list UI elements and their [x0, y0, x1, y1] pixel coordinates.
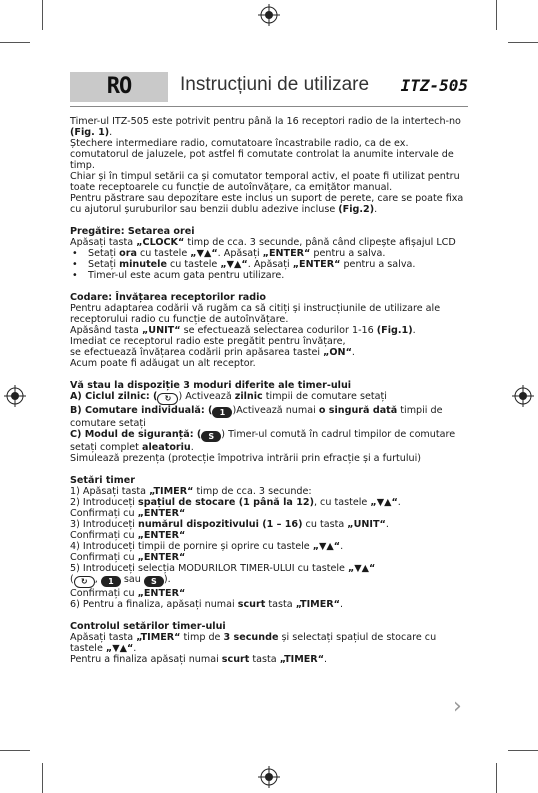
section-heading: Vă stau la dispoziție 3 moduri diferite ale timer-ului [70, 380, 352, 391]
instruction-line: Apăsați tasta „TIMER“ timp de 3 secunde și selectați spațiul de stocare cu tastele „▼▲“. [70, 632, 437, 654]
section-heading: Controlul setărilor timer-ului [70, 621, 226, 632]
model-number: ITZ-505 [400, 76, 468, 95]
instructions-body [70, 116, 470, 665]
step-item: 2) Introduceți spațiul de stocare (1 până la 12), cu tastele „▼▲“. [70, 497, 401, 508]
page-title: Instrucțiuni de utilizare [180, 74, 370, 95]
step-item: 3) Introduceți numărul dispozitivului (1 – 16) cu tasta „UNIT“. [70, 519, 389, 530]
single-mode-icon: 1 [101, 576, 121, 587]
security-mode-icon: S [144, 576, 164, 587]
crop-mark [0, 750, 30, 751]
list-item: • Setați ora cu tastele „▼▲“. Apăsați „ENTER“ pentru a salva. [70, 248, 470, 259]
step-item: ( ↻ , 1 sau S ). [70, 574, 171, 586]
single-mode-icon: 1 [212, 407, 232, 418]
step-item: Confirmați cu „ENTER“ [70, 588, 186, 599]
instruction-line: Imediat ce receptorul radio este pregătit pentru învățare, [70, 336, 346, 347]
instruction-line: Apăsând tasta „UNIT“ se efectuează selectarea codurilor 1-16 (Fig.1). [70, 325, 416, 336]
instruction-line: Simulează prezența (protecție împotriva intrării prin efracție și a furtului) [70, 453, 422, 464]
intro-paragraph: Chiar și în timpul setării ca și comutator temporal activ, el poate fi utilizat pentru toate receptoarele cu funcție de autoînvățare, ca emițător manual. [70, 171, 460, 193]
section-heading: Setări timer [70, 475, 135, 486]
intro-paragraph: Ștechere intermediare radio, comutatoare încastrabile radio, ca de ex. comutatorul de jaluzele, pot astfel fi comutate controlat la anumite intervale de timp. [70, 138, 454, 171]
instruction-line: se efectuează învățarea codării prin apăsarea tastei „ON“. [70, 347, 355, 358]
step-item: 6) Pentru a finaliza, apăsați numai scurt tasta „TIMER“. [70, 599, 344, 610]
list-item: • Timer-ul este acum gata pentru utilizare. [70, 270, 470, 281]
mode-item: A) Ciclul zilnic: ( ↻ ) Activează zilnic timpii de comutare setați [70, 391, 387, 403]
step-item: Confirmați cu „ENTER“ [70, 552, 186, 563]
instruction-line: Pentru adaptarea codării vă rugăm ca să citiți și instrucțiunile de utilizare ale receptorului radio cu funcție de autoînvățare. [70, 303, 441, 325]
daily-cycle-icon: ↻ [74, 576, 95, 588]
intro-paragraph: Pentru păstrare sau depozitare este inclus un suport de perete, care se poate fixa cu ajutorul șuruburilor sau benzii dublu adezive incluse (Fig.2). [70, 193, 464, 215]
step-item: Confirmați cu „ENTER“ [70, 530, 186, 541]
crop-mark [496, 763, 497, 793]
language-code: RO [106, 74, 132, 99]
mode-item: C) Modul de siguranță: ( S ) Timer-ul comută în cadrul timpilor de comutare setați complet aleatoriu. [70, 429, 456, 453]
header-divider [70, 106, 468, 107]
mode-item: B) Comutare individuală: ( 1 )Activează numai o singură dată timpii de comutare setați [70, 405, 443, 429]
instruction-line: Apăsați tasta „CLOCK“ timp de cca. 3 secunde, până când clipește afișajul LCD [70, 237, 456, 248]
registration-mark-icon [258, 4, 280, 26]
crop-mark [0, 42, 30, 43]
crop-mark [42, 0, 43, 30]
crop-mark [508, 750, 538, 751]
instruction-line: Acum poate fi adăugat un alt receptor. [70, 358, 256, 369]
step-item: 4) Introduceți timpii de pornire și oprire cu tastele „▼▲“. [70, 541, 344, 552]
step-item: 5) Introduceți selecția MODURILOR TIMER-ULUI cu tastele „▼▲“ [70, 563, 376, 574]
list-item: • Setați minutele cu tastele „▼▲“. Apăsați „ENTER“ pentru a salva. [70, 259, 470, 270]
next-page-arrow-icon[interactable]: › [453, 694, 462, 719]
daily-cycle-icon: ↻ [157, 393, 178, 405]
section-heading: Pregătire: Setarea orei [70, 226, 195, 237]
registration-mark-icon [4, 385, 26, 407]
step-item: Confirmați cu „ENTER“ [70, 508, 186, 519]
crop-mark [42, 763, 43, 793]
page-header [70, 72, 468, 102]
security-mode-icon: S [201, 431, 221, 442]
intro-paragraph: Timer-ul ITZ-505 este potrivit pentru până la 16 receptori radio de la intertech-no (Fig. 1). [70, 116, 461, 138]
step-item: 1) Apăsați tasta „TIMER“ timp de cca. 3 secunde: [70, 486, 312, 497]
registration-mark-icon [258, 766, 280, 788]
instruction-line: Pentru a finaliza apăsați numai scurt tasta „TIMER“. [70, 654, 328, 665]
crop-mark [496, 0, 497, 30]
registration-mark-icon [512, 385, 534, 407]
section-heading: Codare: Învățarea receptorilor radio [70, 292, 267, 303]
crop-mark [508, 42, 538, 43]
